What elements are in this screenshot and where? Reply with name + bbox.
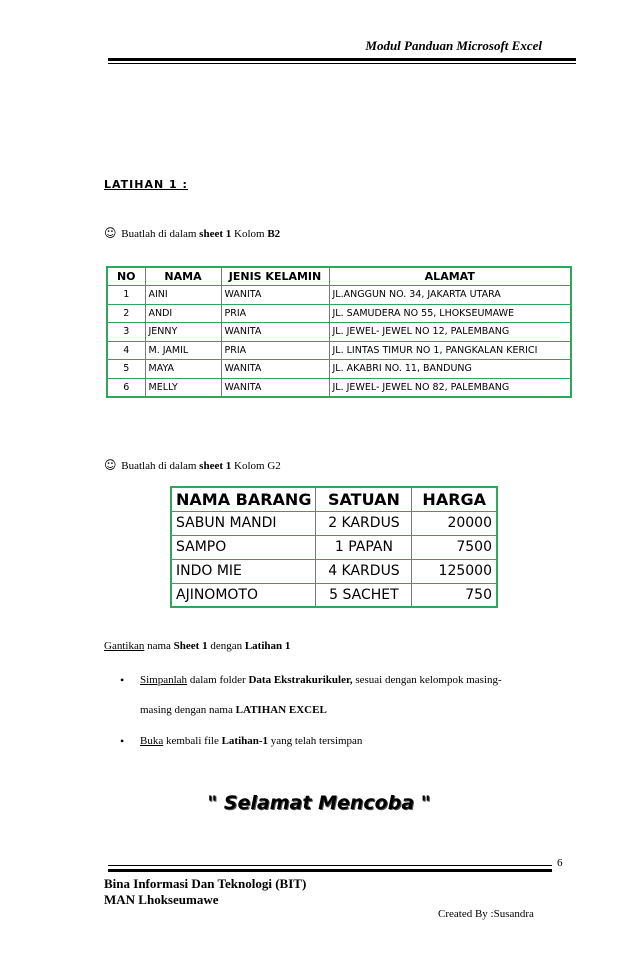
footer-rule-thick xyxy=(108,869,552,872)
table-cell: 4 xyxy=(107,341,145,360)
save-instruction-line2 xyxy=(140,704,327,716)
instruction-1-sheet: sheet 1 xyxy=(199,228,232,240)
table-cell: INDO MIE xyxy=(171,559,316,583)
save-folder: Data Ekstrakurikuler, xyxy=(248,674,353,686)
table-cell: WANITA xyxy=(221,286,329,305)
bullet-icon: • xyxy=(120,673,125,687)
header-rule-thick xyxy=(108,58,576,61)
student-table xyxy=(106,266,572,398)
table-cell: 750 xyxy=(412,583,497,607)
table-row xyxy=(107,304,571,323)
table-header-row xyxy=(107,267,571,286)
column-header-satuan: SATUAN xyxy=(316,487,412,511)
instruction-2-sheet: sheet 1 xyxy=(199,460,232,472)
footer-rule-thin xyxy=(108,865,552,866)
table-row xyxy=(171,511,497,535)
table-cell: 7500 xyxy=(412,535,497,559)
column-header-no: NO xyxy=(107,267,145,286)
smiley-icon: ☺ xyxy=(104,226,117,240)
table-cell: JL. JEWEL- JEWEL NO 12, PALEMBANG xyxy=(329,323,571,342)
column-header-alamat: ALAMAT xyxy=(329,267,571,286)
table-cell: SAMPO xyxy=(171,535,316,559)
header-rule-thin xyxy=(108,63,576,64)
table-row xyxy=(107,341,571,360)
table-cell: 6 xyxy=(107,378,145,397)
closing-message: " Selamat Mencoba " xyxy=(207,792,431,814)
table-cell: 3 xyxy=(107,323,145,342)
table-cell: WANITA xyxy=(221,323,329,342)
table-cell: JL.ANGGUN NO. 34, JAKARTA UTARA xyxy=(329,286,571,305)
table-cell: MAYA xyxy=(145,360,221,379)
save-instruction-line1 xyxy=(140,674,502,686)
table-cell: 1 PAPAN xyxy=(316,535,412,559)
table-row xyxy=(107,360,571,379)
table-cell: JL. JEWEL- JEWEL NO 82, PALEMBANG xyxy=(329,378,571,397)
rename-target: Latihan 1 xyxy=(244,640,291,652)
table-cell: 1 xyxy=(107,286,145,305)
instruction-2-prefix: Buatlah di dalam xyxy=(118,460,200,472)
table-cell: MELLY xyxy=(145,378,221,397)
table-cell: WANITA xyxy=(221,378,329,397)
table-cell: AINI xyxy=(145,286,221,305)
rename-text-2: dengan xyxy=(207,640,245,652)
column-header-nama: NAMA xyxy=(145,267,221,286)
open-file: Latihan-1 xyxy=(221,735,269,747)
table-cell: M. JAMIL xyxy=(145,341,221,360)
table-header-row xyxy=(171,487,497,511)
open-text-2: yang telah tersimpan xyxy=(268,735,363,747)
table-cell: 5 xyxy=(107,360,145,379)
column-header-nama-barang: NAMA BARANG xyxy=(171,487,316,511)
table-row xyxy=(171,559,497,583)
table-cell: WANITA xyxy=(221,360,329,379)
table-cell: 2 xyxy=(107,304,145,323)
rename-verb: Gantikan xyxy=(104,640,145,652)
page-number: 6 xyxy=(557,857,563,869)
instruction-1-cell: B2 xyxy=(267,228,281,240)
table-row xyxy=(107,378,571,397)
instruction-2 xyxy=(104,458,281,472)
header-title: Modul Panduan Microsoft Excel xyxy=(365,38,542,53)
table-row xyxy=(107,323,571,342)
open-text-1: kembali file xyxy=(163,735,222,747)
table-cell: PRIA xyxy=(221,304,329,323)
table-row xyxy=(107,286,571,305)
footer-school: MAN Lhokseumawe xyxy=(104,892,219,907)
table-cell: JL. AKABRI NO. 11, BANDUNG xyxy=(329,360,571,379)
save-text-3: masing dengan nama xyxy=(140,704,236,716)
table-cell: PRIA xyxy=(221,341,329,360)
bullet-icon: • xyxy=(120,734,125,748)
table-cell: JL. SAMUDERA NO 55, LHOKSEUMAWE xyxy=(329,304,571,323)
table-cell: AJINOMOTO xyxy=(171,583,316,607)
table-cell: 4 KARDUS xyxy=(316,559,412,583)
save-text-1: dalam folder xyxy=(187,674,249,686)
latihan-heading: LATIHAN 1 : xyxy=(104,178,188,191)
rename-instruction xyxy=(104,640,290,652)
goods-table xyxy=(170,486,498,608)
table-cell: 20000 xyxy=(412,511,497,535)
column-header-harga: HARGA xyxy=(412,487,497,511)
save-filename: LATIHAN EXCEL xyxy=(235,704,327,716)
instruction-1-prefix: Buatlah di dalam xyxy=(118,228,200,240)
instruction-2-mid: Kolom xyxy=(231,460,268,472)
table-row xyxy=(171,535,497,559)
column-header-jenis-kelamin: JENIS KELAMIN xyxy=(221,267,329,286)
rename-sheet: Sheet 1 xyxy=(173,640,208,652)
save-verb: Simpanlah xyxy=(140,674,188,686)
instruction-2-cell: G2 xyxy=(267,460,281,472)
instruction-1 xyxy=(104,226,280,240)
table-cell: JL. LINTAS TIMUR NO 1, PANGKALAN KERICI xyxy=(329,341,571,360)
table-cell: JENNY xyxy=(145,323,221,342)
open-verb: Buka xyxy=(140,735,164,747)
table-cell: 125000 xyxy=(412,559,497,583)
table-cell: 5 SACHET xyxy=(316,583,412,607)
footer-org: Bina Informasi Dan Teknologi (BIT) xyxy=(104,876,307,891)
table-cell: 2 KARDUS xyxy=(316,511,412,535)
smiley-icon: ☺ xyxy=(104,458,117,472)
created-by: Created By :Susandra xyxy=(438,908,534,920)
instruction-1-mid: Kolom xyxy=(231,228,268,240)
table-cell: SABUN MANDI xyxy=(171,511,316,535)
save-text-2: sesuai dengan kelompok masing- xyxy=(352,674,502,686)
rename-text-1: nama xyxy=(144,640,174,652)
table-row xyxy=(171,583,497,607)
table-cell: ANDI xyxy=(145,304,221,323)
open-instruction xyxy=(140,735,362,747)
